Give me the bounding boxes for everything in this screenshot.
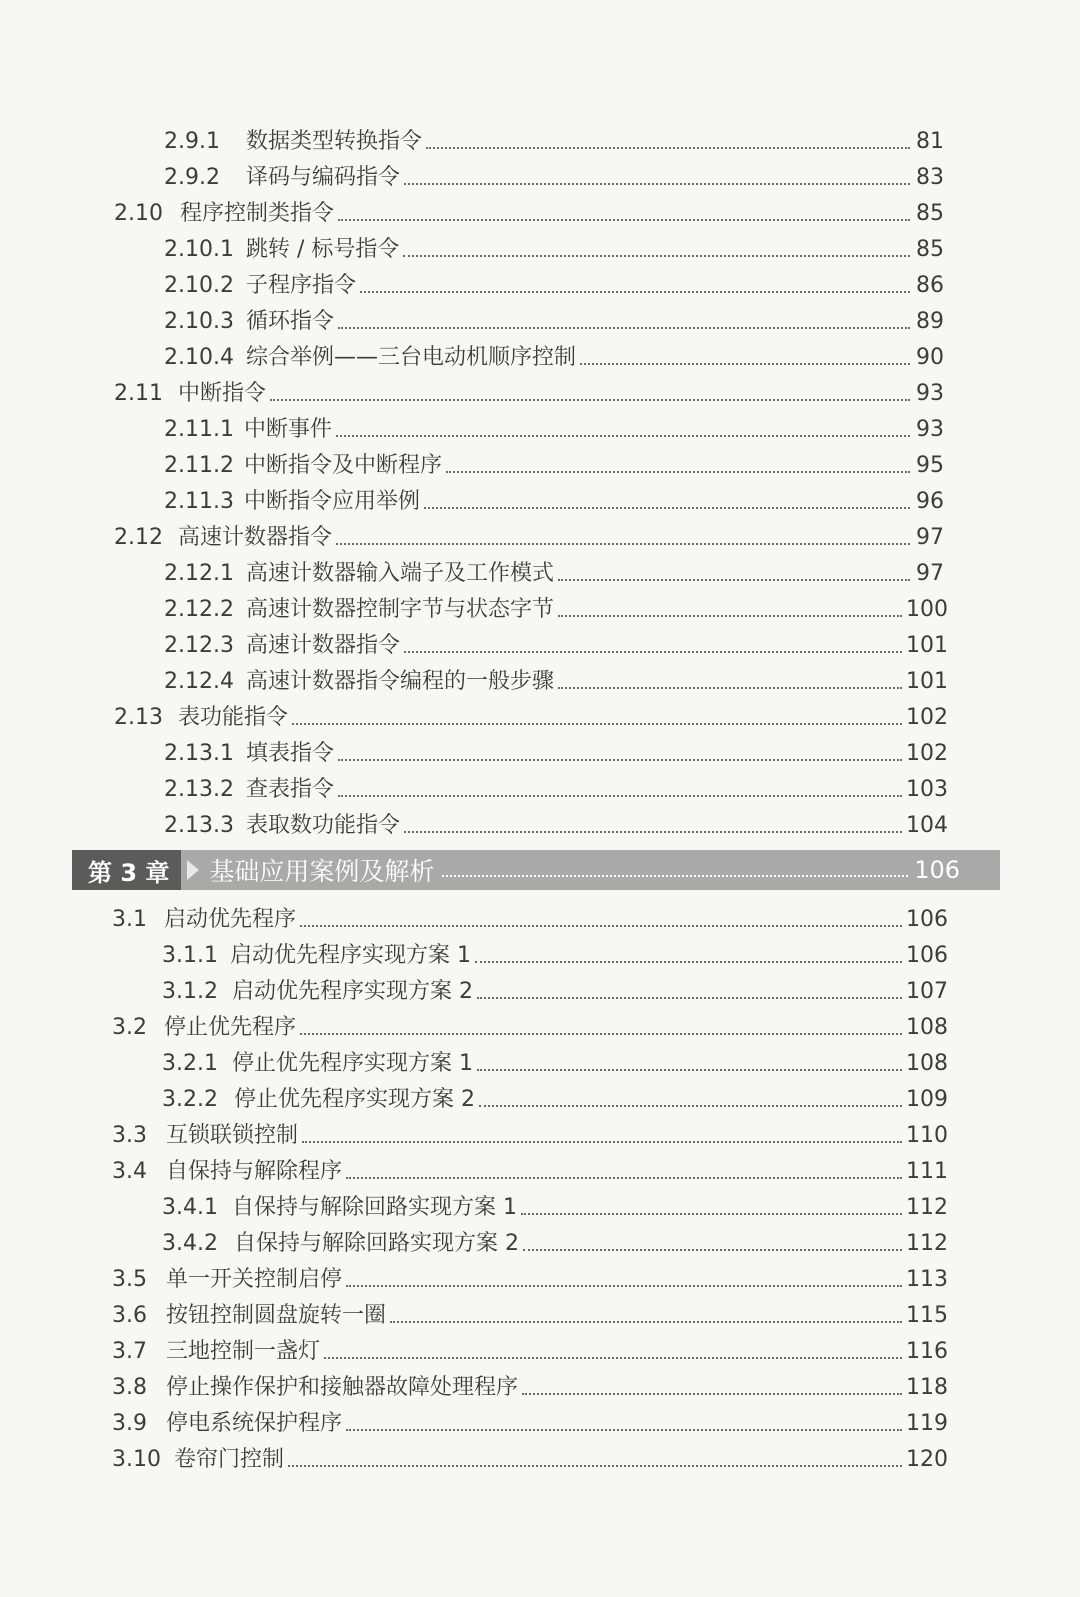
toc-entry-title: 循环指令 — [246, 309, 335, 334]
toc-entry-page: 112 — [906, 1231, 948, 1256]
toc-entry — [164, 804, 948, 840]
toc-entry-number: 3.4.1 — [162, 1195, 218, 1220]
leader-dots — [336, 435, 910, 437]
toc-entry-page: 111 — [906, 1159, 948, 1184]
leader-dots — [404, 183, 910, 185]
toc-entry-page: 109 — [906, 1087, 948, 1112]
toc-entry-number: 3.1 — [112, 907, 147, 932]
toc-entry — [164, 732, 948, 768]
toc-entry-title: 高速计数器指令 — [246, 633, 401, 658]
toc-entry-number: 2.11.1 — [164, 417, 234, 442]
toc-entry-page: 95 — [916, 453, 944, 478]
toc-entry-page: 113 — [906, 1267, 948, 1292]
toc-entry-title: 填表指令 — [246, 741, 335, 766]
toc-entry-title: 停止优先程序 — [164, 1015, 297, 1040]
toc-entry-title: 停止优先程序实现方案 1 — [232, 1051, 473, 1076]
toc-entry-title: 译码与编码指令 — [246, 165, 401, 190]
toc-entry-number: 2.10.1 — [164, 237, 234, 262]
toc-entry-number: 2.12.3 — [164, 633, 234, 658]
chapter-page: 106 — [914, 856, 960, 884]
leader-dots — [424, 507, 910, 509]
toc-entry-title: 三地控制一盏灯 — [166, 1339, 321, 1364]
toc-entry — [162, 1186, 948, 1222]
toc-entry — [112, 1294, 948, 1330]
leader-dots — [403, 255, 910, 257]
leader-dots — [338, 759, 902, 761]
toc-entry-number: 2.13 — [114, 705, 163, 730]
leader-dots — [338, 795, 902, 797]
toc-entry-number: 3.2.1 — [162, 1051, 218, 1076]
toc-entry-number: 2.10.2 — [164, 273, 234, 298]
toc-entry-title: 程序控制类指令 — [180, 201, 335, 226]
toc-entry-number: 2.10.3 — [164, 309, 234, 334]
leader-dots — [390, 1321, 902, 1323]
leader-dots — [338, 219, 910, 221]
triangle-arrow-icon — [187, 860, 199, 880]
toc-entry — [112, 898, 948, 934]
leader-dots — [404, 831, 902, 833]
toc-entry-page: 100 — [906, 597, 948, 622]
toc-entry-page: 108 — [906, 1015, 948, 1040]
toc-entry — [164, 120, 944, 156]
toc-entry-number: 2.11 — [114, 381, 163, 406]
toc-entry-page: 119 — [906, 1411, 948, 1436]
toc-entry-number: 2.13.1 — [164, 741, 234, 766]
leader-dots — [404, 651, 902, 653]
toc-entry — [164, 588, 948, 624]
toc-entry-page: 93 — [916, 417, 944, 442]
leader-dots — [338, 327, 910, 329]
toc-entry-page: 104 — [906, 813, 948, 838]
toc-entry-title: 查表指令 — [246, 777, 335, 802]
toc-entry-number: 3.2 — [112, 1015, 147, 1040]
leader-dots — [477, 1069, 902, 1071]
toc-entry-number: 2.13.3 — [164, 813, 234, 838]
toc-entry-number: 3.4.2 — [162, 1231, 218, 1256]
toc-entry-page: 107 — [906, 979, 948, 1004]
toc-entry-page: 85 — [916, 201, 944, 226]
toc-entry-page: 93 — [916, 381, 944, 406]
toc-entry-title: 中断指令及中断程序 — [244, 453, 443, 478]
toc-entry-page: 96 — [916, 489, 944, 514]
toc-entry — [114, 372, 944, 408]
leader-dots — [521, 1213, 902, 1215]
toc-entry-page: 116 — [906, 1339, 948, 1364]
toc-entry-title: 启动优先程序实现方案 1 — [230, 943, 471, 968]
toc-entry-title: 综合举例——三台电动机顺序控制 — [246, 345, 577, 370]
leader-dots — [477, 997, 902, 999]
toc-entry-number: 2.12.2 — [164, 597, 234, 622]
chapter-number-label: 第 3 章 — [72, 850, 181, 890]
leader-dots — [292, 723, 902, 725]
toc-entry — [164, 408, 944, 444]
leader-dots — [558, 687, 902, 689]
toc-entry — [112, 1006, 948, 1042]
toc-entry — [164, 300, 944, 336]
toc-entry-page: 101 — [906, 669, 948, 694]
toc-entry-page: 120 — [906, 1447, 948, 1472]
toc-entry-number: 3.3 — [112, 1123, 147, 1148]
leader-dots — [580, 363, 910, 365]
toc-entry-number: 3.9 — [112, 1411, 147, 1436]
toc-entry — [164, 660, 948, 696]
toc-entry-number: 3.7 — [112, 1339, 147, 1364]
leader-dots — [442, 875, 908, 877]
toc-entry-title: 子程序指令 — [246, 273, 357, 298]
toc-entry-page: 83 — [916, 165, 944, 190]
toc-entry — [162, 970, 948, 1006]
toc-entry-title: 表功能指令 — [178, 705, 289, 730]
leader-dots — [446, 471, 910, 473]
leader-dots — [302, 1141, 902, 1143]
toc-entry — [112, 1402, 948, 1438]
toc-entry — [162, 1042, 948, 1078]
toc-entry-title: 单一开关控制启停 — [166, 1267, 343, 1292]
toc-entry-number: 2.12.4 — [164, 669, 234, 694]
leader-dots — [522, 1393, 902, 1395]
toc-entry-page: 89 — [916, 309, 944, 334]
toc-entry-page: 102 — [906, 705, 948, 730]
toc-entry-page: 101 — [906, 633, 948, 658]
toc-entry-title: 启动优先程序实现方案 2 — [232, 979, 473, 1004]
toc-entry-title: 高速计数器控制字节与状态字节 — [246, 597, 555, 622]
toc-entry-title: 互锁联锁控制 — [166, 1123, 299, 1148]
toc-entry — [114, 696, 948, 732]
toc-entry-page: 102 — [906, 741, 948, 766]
leader-dots — [360, 291, 910, 293]
toc-entry-number: 3.5 — [112, 1267, 147, 1292]
toc-entry-title: 高速计数器指令 — [178, 525, 333, 550]
toc-entry-page: 118 — [906, 1375, 948, 1400]
toc-entry-title: 停止操作保护和接触器故障处理程序 — [166, 1375, 519, 1400]
toc-entry-page: 90 — [916, 345, 944, 370]
leader-dots — [426, 147, 910, 149]
toc-entry-number: 3.2.2 — [162, 1087, 218, 1112]
toc-entry-page: 106 — [906, 943, 948, 968]
toc-entry-title: 中断指令 — [178, 381, 267, 406]
toc-entry — [162, 1222, 948, 1258]
leader-dots — [300, 925, 902, 927]
leader-dots — [558, 579, 910, 581]
leader-dots — [300, 1033, 902, 1035]
toc-entry-page: 112 — [906, 1195, 948, 1220]
chapter-title: 基础应用案例及解析 — [209, 857, 435, 886]
toc-entry-number: 2.13.2 — [164, 777, 234, 802]
toc-entry-page: 86 — [916, 273, 944, 298]
toc-entry — [112, 1330, 948, 1366]
toc-entry-number: 2.12 — [114, 525, 163, 550]
toc-entry — [162, 1078, 948, 1114]
toc-entry-number: 3.10 — [112, 1447, 161, 1472]
toc-entry-title: 自保持与解除回路实现方案 1 — [232, 1195, 517, 1220]
toc-entry — [164, 768, 948, 804]
leader-dots — [479, 1105, 902, 1107]
toc-entry — [112, 1258, 948, 1294]
leader-dots — [346, 1285, 902, 1287]
toc-entry — [164, 336, 944, 372]
leader-dots — [270, 399, 910, 401]
toc-entry-title: 按钮控制圆盘旋转一圈 — [166, 1303, 387, 1328]
toc-entry-title: 启动优先程序 — [164, 907, 297, 932]
toc-entry — [112, 1366, 948, 1402]
toc-entry-title: 停电系统保护程序 — [166, 1411, 343, 1436]
leader-dots — [523, 1249, 902, 1251]
toc-entry — [164, 624, 948, 660]
toc-entry-number: 3.8 — [112, 1375, 147, 1400]
toc-entry-title: 自保持与解除程序 — [166, 1159, 343, 1184]
toc-entry-number: 3.6 — [112, 1303, 147, 1328]
toc-entry-page: 108 — [906, 1051, 948, 1076]
toc-entry-title: 高速计数器输入端子及工作模式 — [246, 561, 555, 586]
toc-entry-number: 2.9.2 — [164, 165, 220, 190]
toc-entry-number: 3.1.1 — [162, 943, 218, 968]
chapter-heading-bar — [72, 850, 1000, 890]
toc-entry — [164, 480, 944, 516]
toc-entry-number: 2.11.3 — [164, 489, 234, 514]
toc-entry-title: 中断指令应用举例 — [244, 489, 421, 514]
toc-entry — [112, 1150, 948, 1186]
leader-dots — [288, 1465, 902, 1467]
leader-dots — [324, 1357, 902, 1359]
toc-entry — [114, 192, 944, 228]
toc-entry-page: 110 — [906, 1123, 948, 1148]
toc-entry-title: 停止优先程序实现方案 2 — [234, 1087, 475, 1112]
toc-entry — [162, 934, 948, 970]
toc-entry-title: 高速计数器指令编程的一般步骤 — [246, 669, 555, 694]
toc-entry-page: 97 — [916, 561, 944, 586]
toc-entry-number: 2.10.4 — [164, 345, 234, 370]
toc-entry — [164, 552, 944, 588]
toc-entry-number: 2.12.1 — [164, 561, 234, 586]
toc-entry-page: 115 — [906, 1303, 948, 1328]
toc-entry — [112, 1438, 948, 1474]
leader-dots — [475, 961, 902, 963]
leader-dots — [346, 1429, 902, 1431]
toc-entry-title: 表取数功能指令 — [246, 813, 401, 838]
leader-dots — [346, 1177, 902, 1179]
toc-entry-number: 2.11.2 — [164, 453, 234, 478]
toc-entry-title: 卷帘门控制 — [174, 1447, 285, 1472]
toc-entry — [164, 444, 944, 480]
toc-entry-title: 中断事件 — [244, 417, 333, 442]
toc-entry — [112, 1114, 948, 1150]
toc-entry-page: 97 — [916, 525, 944, 550]
toc-entry-title: 跳转 / 标号指令 — [246, 237, 400, 262]
toc-entry-page: 106 — [906, 907, 948, 932]
leader-dots — [336, 543, 910, 545]
toc-entry-number: 3.4 — [112, 1159, 147, 1184]
toc-entry-title: 自保持与解除回路实现方案 2 — [234, 1231, 519, 1256]
toc-entry-title: 数据类型转换指令 — [246, 129, 423, 154]
toc-entry-number: 2.9.1 — [164, 129, 220, 154]
toc-entry — [164, 156, 944, 192]
toc-entry — [114, 516, 944, 552]
toc-entry-page: 85 — [916, 237, 944, 262]
toc-entry-number: 3.1.2 — [162, 979, 218, 1004]
toc-entry-page: 103 — [906, 777, 948, 802]
leader-dots — [558, 615, 902, 617]
toc-entry-number: 2.10 — [114, 201, 163, 226]
toc-entry — [164, 264, 944, 300]
toc-entry-page: 81 — [916, 129, 944, 154]
toc-entry — [164, 228, 944, 264]
